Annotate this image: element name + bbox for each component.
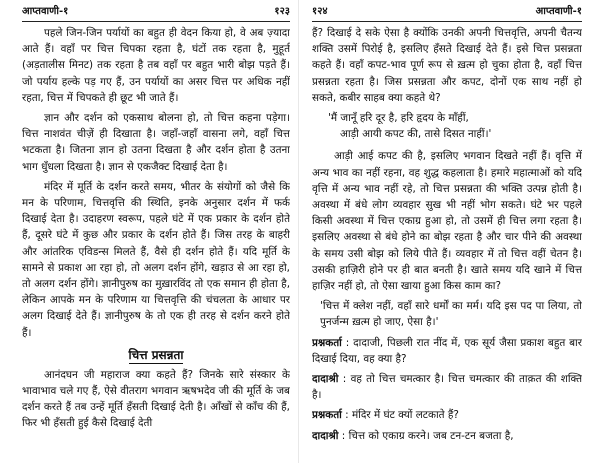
left-page-number: १२३: [274, 6, 290, 17]
dialogue-speaker: दादाश्री: [312, 373, 339, 386]
section-title: चित्त प्रसन्नता: [128, 347, 184, 362]
dialogue-text: चित्त को एकाग्र करने। जब टन-टन बजता है,: [348, 429, 514, 442]
left-paragraph-3: मंदिर में मूर्ति के दर्शन करते समय, भीतर के संयोगों को जैसे कि मन के परिणाम, चित्तवृत्ति की स्थिति, इनके अनुसार दर्शन में फर्क दिखाई देता है। उदाहरण स्वरूप, पहले घंटे में एक प्रकार के दर्शन होते हैं, दूसरे घंटे में कुछ और प्रकार के दर्शन होते हैं। जिस तरह के बाहरी और आंतरिक एविडन्स मिलते हैं, वैसे ही दर्शन होते हैं। यदि मूर्ति के सामने से प्रकाश आ रहा हो, तो अलग दर्शन होंगे, खड़ाउ से आ रहा हो, तो अलग दर्शन होंगे। ज्ञानीपुरुष का मुख़ारविंद तो एक समान ही होता है, लेकिन आपके मन के परिणाम या चित्तवृत्ति की चंचलता के आधार पर अलग दिखाई देते हैं। ज्ञानीपुरुष के तो एक ही तरह से दर्शन करने होते हैं।: [22, 180, 290, 339]
dialogue-text: वह तो चित्त चमत्कार है। चित्त चमत्कार की ताक़त की शक्ति है।: [312, 373, 582, 402]
right-page: [312, 0, 582, 463]
quote-line-2: आड़ी आयी कपट की, तासे दिसत नाहीं।': [340, 128, 492, 141]
dialogue-speaker: प्रश्नकर्ता: [312, 409, 342, 422]
dialogue-line: प्रश्नकर्ता : दादाजी, पिछली रात नींद में, एक सूर्य जैसा प्रकाश बहुत बार दिखाई दिया, वह क्या है?: [312, 336, 582, 365]
right-page-number: १२४: [312, 6, 328, 17]
right-paragraph-top: हैं? दिखाई दे सके ऐसा है क्योंकि उनकी अपनी चित्तवृत्ति, अपनी चैतन्य शक्ति उसमें पिरोई है, इसलिए हँसते दिखाई देते हैं। इसे चित्त प्रसन्नता कहते हैं। वहाँ कपट-भाव पूर्ण रूप से ख़त्म हो चुका होता है, वहाँ चित्त प्रसन्नता रहता है। जिस प्रसन्नता और कपट, दोनों एक साथ नहीं हो सकते, कबीर साहब क्या कहते थे?: [312, 27, 582, 104]
dialogue-line: दादाश्री : चित्त को एकाग्र करने। जब टन-टन बजता है,: [312, 429, 514, 442]
right-paragraph-mid: आड़ी आई कपट की है, इसलिए भगवान दिखते नहीं हैं। वृत्ति में अन्य भाव का नहीं रहना, वह शुद्ध कहलाता है। हमारे महात्माओं को यदि वृत्ति में अन्य भाव नहीं रहे, तो चित्त प्रसन्नता की भक्ति उत्पन्न होती है। अवस्था में बंधे लोग व्यवहार सुख भी नहीं भोग सकते। घंटे भर पहले किसी अवस्था में चित्त एकाग्र हुआ हो, तो उसमें ही चित्त लगा रहता है। इसलिए अवस्था से बंधे होने का बोझ रहता है और चार पीने की अवस्था के समय उसी बोझ को लिये पीते हैं। व्यवहार में तो चित्त वहीं चेतन है। उसकी हाज़िरी होने पर ही बात बनती है। खाते समय यदि खाने में चित्त हाज़िर नहीं हो, तो ऐसा खाया हुआ किस काम का?: [312, 150, 582, 293]
quote-line-1: 'मैं जानूँ हरि दूर है, हरि हृदय के माँहीं,: [328, 112, 469, 125]
dialogue-speaker: दादाश्री: [312, 429, 339, 442]
dialogue-text: मंदिर में घंट क्यों लटकाते हैं?: [351, 409, 459, 422]
left-page: [22, 0, 290, 463]
kabir-quote: [312, 110, 582, 142]
left-paragraph-2: ज्ञान और दर्शन को एकसाथ बोलना हो, तो चित्त कहना पड़ेगा। चित्त नाशवंत चीज़ें ही दिखाता है। जहाँ-जहाँ वासना लगे, वहाँ चित्त भटकता है। जितना ज्ञान हो उतना दिखता है और दर्शन होता है उतना भाग धुँधला दिखता है। ज्ञान से एकजैक्ट दिखाई देता है।: [22, 112, 290, 173]
section-heading: [22, 347, 290, 363]
dialogue-text: दादाजी, पिछली रात नींद में, एक सूर्य जैसा प्रकाश बहुत बार दिखाई दिया, वह क्या है?: [312, 336, 582, 365]
left-paragraph-1: पहले जिन-जिन पर्यायों का बहुत ही वेदन किया हो, वे अब ज़्यादा आते हैं। वहाँ पर चित्त चिपका रहता है, घंटों तक रहता है, मुहूर्त (अड़तालीस मिनट) तक रहता है तब वहाँ पर बहुत भारी बोझ पड़ते हैं। जो पर्याय हल्के पड़ गए हैं, उन पर्यायों का असर चित्त पर अधिक नहीं रहता, चित्त में चिपकते ही छूट भी जाते हैं।: [22, 27, 290, 104]
gutter-divider: [298, 0, 299, 463]
right-page-header: [312, 0, 582, 22]
left-page-header: [22, 0, 290, 22]
left-header-title: आप्तवाणी-१: [22, 6, 69, 17]
right-header-title: आप्तवाणी-१: [535, 6, 582, 17]
right-quote-2: 'चित्त में क्लेश नहीं, वहाँ सारे धर्मों का मर्म। यदि इस पद पा लिया, तो पुनर्जन्म ख़त्म हो जाए, ऐसा है।': [320, 300, 582, 329]
dialogue-line: दादाश्री : वह तो चित्त चमत्कार है। चित्त चमत्कार की ताक़त की शक्ति है।: [312, 373, 582, 402]
dialogue-speaker: प्रश्नकर्ता: [312, 336, 342, 349]
section-paragraph: आनंदघन जी महाराज क्या कहते हैं? जिनके सारे संस्कार के भावाभाव चले गए हैं, ऐसे वीतराग भगवान ऋषभदेव जी की मूर्ति के जब दर्शन करते हैं तब उन्हें मूर्ति हँसती दिखाई देती है। आँखों से काँच की हैं, फिर भी हँसती हुई कैसे दिखाई देती: [22, 368, 290, 430]
dialogue-line: प्रश्नकर्ता : मंदिर में घंट क्यों लटकाते हैं?: [312, 409, 459, 422]
